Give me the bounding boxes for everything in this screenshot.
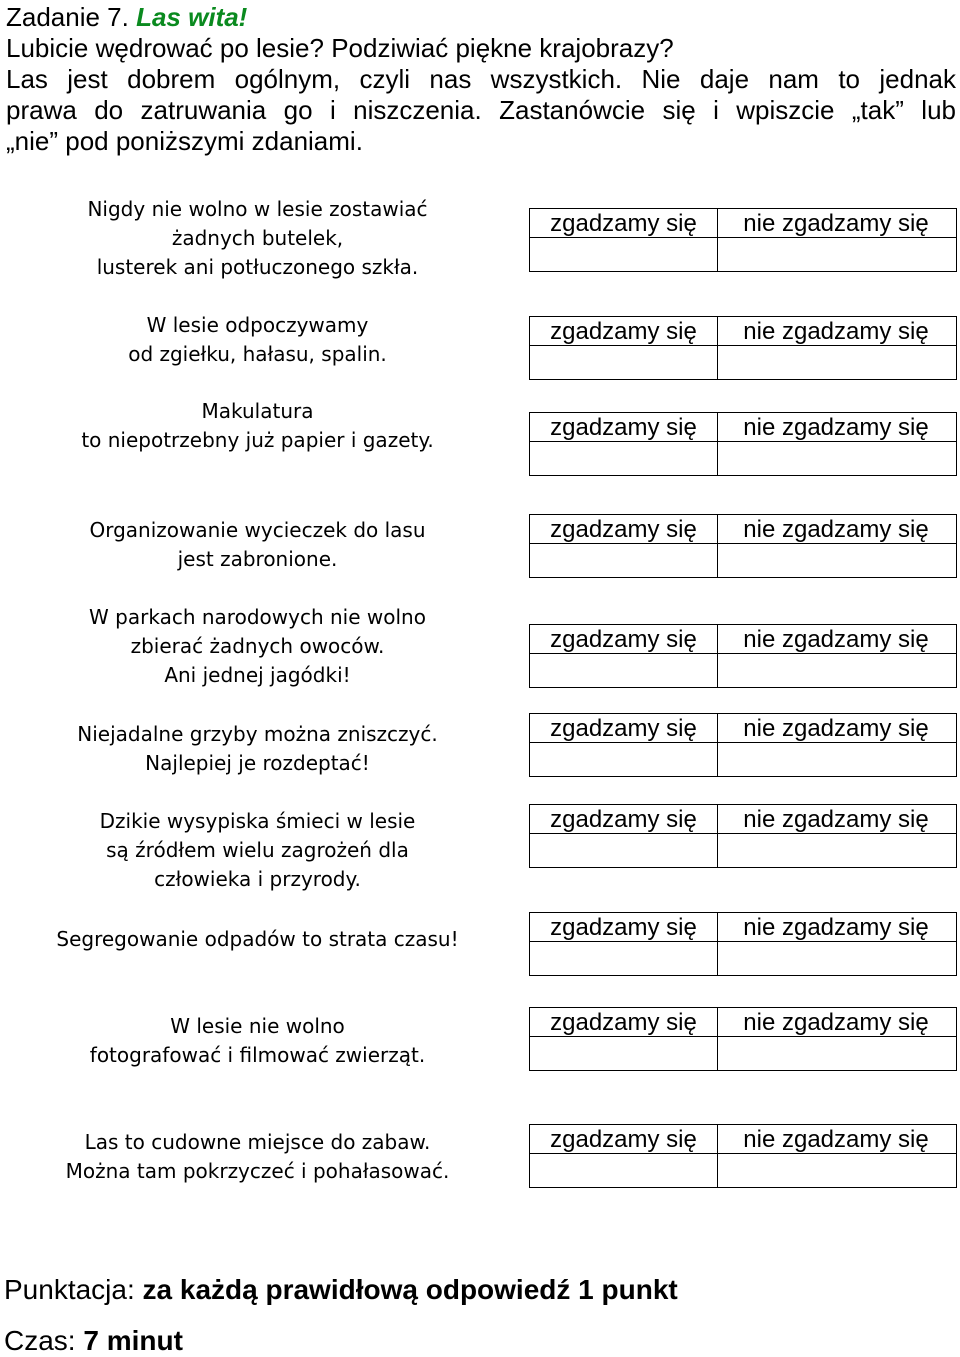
- intro-line-2: Las jest dobrem ogólnym, czyli nas wszystkich. Nie daje nam to jednak: [6, 64, 956, 94]
- statement-line: od zgiełku, hałasu, spalin.: [128, 342, 387, 366]
- disagree-answer-box[interactable]: [716, 941, 957, 976]
- statement-line: Makulatura: [201, 399, 314, 423]
- statement-line: Las to cudowne miejsce do zabaw.: [84, 1130, 431, 1154]
- agree-option: zgadzamy się: [529, 208, 718, 238]
- statement-line: fotografować i filmować zwierząt.: [89, 1043, 426, 1067]
- statement-line: lusterek ani potłuczonego szkła.: [96, 255, 419, 279]
- answer-grid-9: [529, 1007, 957, 1072]
- agree-option: zgadzamy się: [529, 1124, 718, 1154]
- statement-line: W parkach narodowych nie wolno: [89, 605, 426, 629]
- statement-2: [0, 311, 515, 369]
- agree-option: zgadzamy się: [529, 912, 718, 942]
- agree-answer-box[interactable]: [529, 441, 718, 476]
- scoring-label: Punktacja:: [4, 1274, 143, 1305]
- statement-line: W lesie odpoczywamy: [146, 313, 369, 337]
- statement-4: [0, 516, 515, 574]
- statement-3: [0, 397, 515, 455]
- agree-answer-box[interactable]: [529, 742, 718, 777]
- statement-6: [0, 720, 515, 778]
- statement-8: [0, 925, 515, 954]
- agree-option: zgadzamy się: [529, 1007, 718, 1037]
- statement-line: Organizowanie wycieczek do lasu: [89, 518, 426, 542]
- agree-answer-box[interactable]: [529, 653, 718, 688]
- scoring-line: [4, 1274, 678, 1306]
- agree-option: zgadzamy się: [529, 514, 718, 544]
- intro-line-4: „nie” pod poniższymi zdaniami.: [6, 126, 363, 156]
- statement-5: [0, 603, 515, 690]
- statement-line: Można tam pokrzyczeć i pohałasować.: [65, 1159, 450, 1183]
- disagree-option: nie zgadzamy się: [716, 208, 957, 238]
- statement-line: Ani jednej jagódki!: [164, 663, 351, 687]
- agree-option: zgadzamy się: [529, 316, 718, 346]
- time-line: [4, 1325, 183, 1357]
- agree-answer-box[interactable]: [529, 1036, 718, 1071]
- disagree-answer-box[interactable]: [716, 345, 957, 380]
- agree-answer-box[interactable]: [529, 237, 718, 272]
- statement-line: Niejadalne grzyby można zniszczyć.: [77, 722, 438, 746]
- intro-line-3: prawa do zatruwania go i niszczenia. Zastanówcie się i wpiszcie „tak” lub: [6, 95, 956, 125]
- task-label: Zadanie 7.: [6, 2, 137, 32]
- statement-line: to niepotrzebny już papier i gazety.: [81, 428, 434, 452]
- disagree-answer-box[interactable]: [716, 742, 957, 777]
- statement-line: Nigdy nie wolno w lesie zostawiać: [87, 197, 428, 221]
- statement-7: [0, 807, 515, 894]
- disagree-option: nie zgadzamy się: [716, 316, 957, 346]
- disagree-answer-box[interactable]: [716, 441, 957, 476]
- intro-line-1: Lubicie wędrować po lesie? Podziwiać piękne krajobrazy?: [6, 33, 674, 63]
- agree-answer-box[interactable]: [529, 1153, 718, 1188]
- statement-line: Dzikie wysypiska śmieci w lesie: [99, 809, 416, 833]
- disagree-option: nie zgadzamy się: [716, 624, 957, 654]
- disagree-answer-box[interactable]: [716, 653, 957, 688]
- disagree-answer-box[interactable]: [716, 543, 957, 578]
- statement-line: człowieka i przyrody.: [154, 867, 361, 891]
- answer-grid-2: [529, 316, 957, 381]
- task-intro: [6, 2, 956, 157]
- statement-line: W lesie nie wolno: [170, 1014, 345, 1038]
- disagree-option: nie zgadzamy się: [716, 514, 957, 544]
- answer-grid-3: [529, 412, 957, 477]
- statement-line: zbierać żadnych owoców.: [130, 634, 385, 658]
- answer-grid-5: [529, 624, 957, 689]
- disagree-answer-box[interactable]: [716, 237, 957, 272]
- disagree-option: nie zgadzamy się: [716, 713, 957, 743]
- answer-grid-4: [529, 514, 957, 579]
- agree-answer-box[interactable]: [529, 543, 718, 578]
- statement-line: Najlepiej je rozdeptać!: [145, 751, 370, 775]
- time-value: 7 minut: [83, 1325, 183, 1356]
- agree-answer-box[interactable]: [529, 833, 718, 868]
- agree-option: zgadzamy się: [529, 804, 718, 834]
- answer-grid-8: [529, 912, 957, 977]
- disagree-option: nie zgadzamy się: [716, 912, 957, 942]
- disagree-answer-box[interactable]: [716, 1153, 957, 1188]
- disagree-option: nie zgadzamy się: [716, 804, 957, 834]
- scoring-value: za każdą prawidłową odpowiedź 1 punkt: [142, 1274, 678, 1305]
- agree-answer-box[interactable]: [529, 941, 718, 976]
- statement-line: jest zabronione.: [177, 547, 338, 571]
- statement-line: są źródłem wielu zagrożeń dla: [106, 838, 409, 862]
- statement-line: Segregowanie odpadów to strata czasu!: [56, 927, 459, 951]
- task-heading: [6, 2, 956, 33]
- disagree-answer-box[interactable]: [716, 1036, 957, 1071]
- answer-grid-7: [529, 804, 957, 869]
- statement-10: [0, 1128, 515, 1186]
- answer-grid-6: [529, 713, 957, 778]
- disagree-option: nie zgadzamy się: [716, 412, 957, 442]
- disagree-option: nie zgadzamy się: [716, 1007, 957, 1037]
- agree-option: zgadzamy się: [529, 713, 718, 743]
- statement-1: [0, 195, 515, 282]
- disagree-option: nie zgadzamy się: [716, 1124, 957, 1154]
- answer-grid-1: [529, 208, 957, 273]
- disagree-answer-box[interactable]: [716, 833, 957, 868]
- agree-answer-box[interactable]: [529, 345, 718, 380]
- statement-line: żadnych butelek,: [171, 226, 344, 250]
- agree-option: zgadzamy się: [529, 412, 718, 442]
- agree-option: zgadzamy się: [529, 624, 718, 654]
- statement-9: [0, 1012, 515, 1070]
- answer-grid-10: [529, 1124, 957, 1189]
- time-label: Czas:: [4, 1325, 84, 1356]
- task-title: Las wita!: [136, 2, 248, 32]
